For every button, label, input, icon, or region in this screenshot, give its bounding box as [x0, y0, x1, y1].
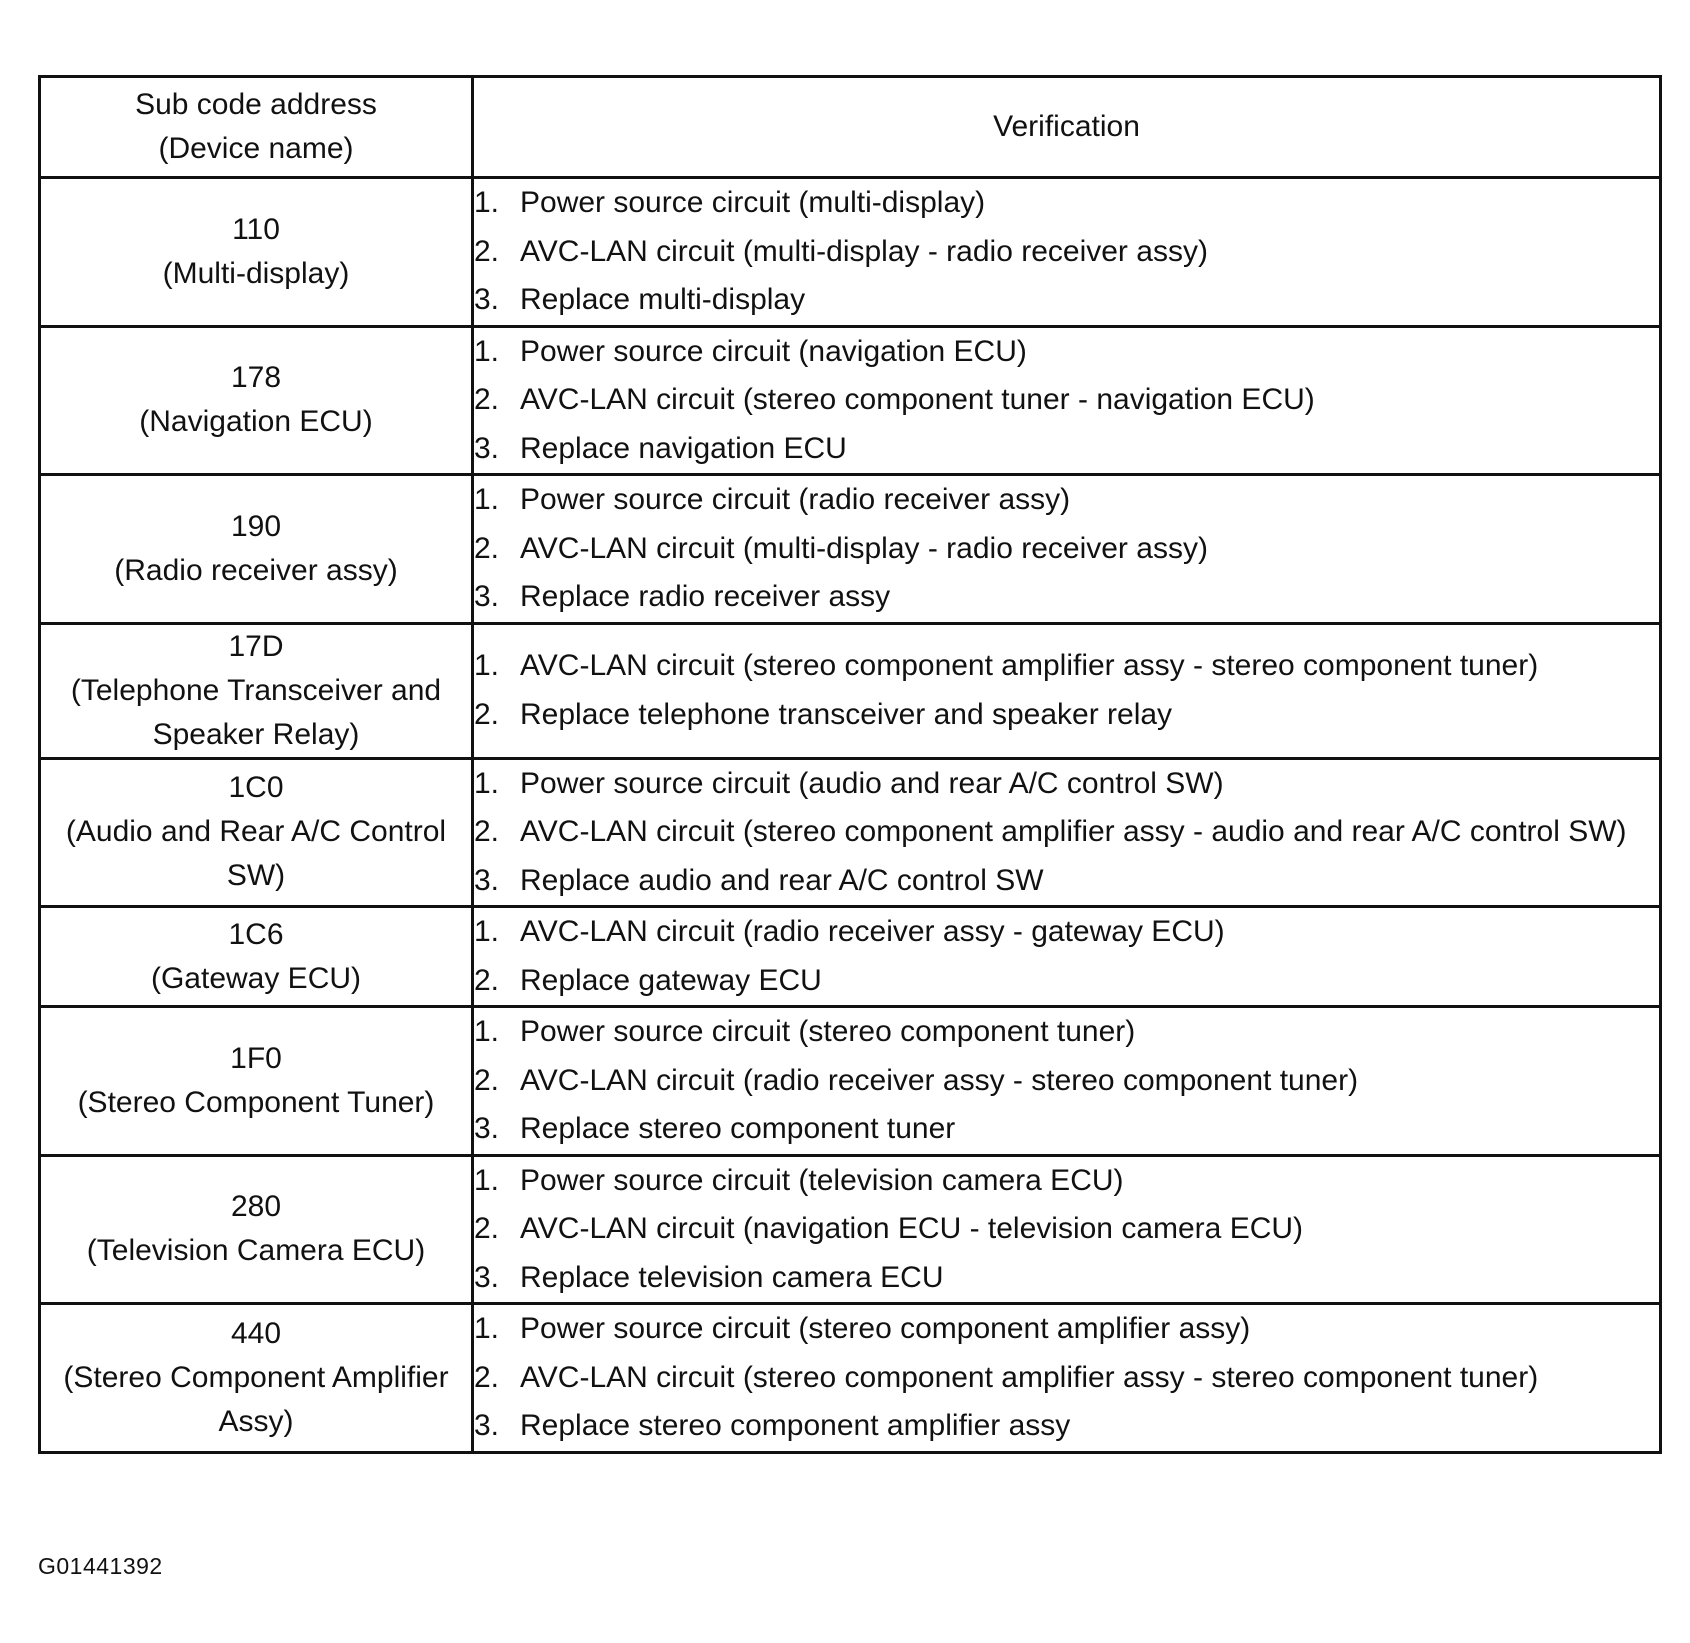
- step-number: 3.: [474, 580, 500, 613]
- step-text: Replace stereo component amplifier assy: [520, 1409, 1071, 1442]
- sub-code: 190: [230, 509, 282, 543]
- verification-steps: [474, 760, 1659, 906]
- sub-code-address-cell: [40, 907, 473, 1007]
- table-row: [40, 1155, 1661, 1304]
- table-row: [40, 1304, 1661, 1453]
- step-number: 2.: [474, 697, 500, 731]
- step-text: AVC-LAN circuit (stereo component tuner - navigation ECU): [520, 383, 1315, 416]
- sub-code: 178: [230, 361, 282, 395]
- step-number: 3.: [474, 1112, 500, 1145]
- sub-code-address-cell: [40, 623, 473, 758]
- sub-code-address-cell: [40, 1155, 473, 1304]
- verification-steps: [474, 1157, 1659, 1303]
- verification-steps: [474, 328, 1659, 474]
- step-number: 2.: [474, 815, 500, 848]
- device-name: (Audio and Rear A/C Control SW): [65, 815, 447, 893]
- header-sub-code-address: [40, 77, 473, 178]
- verification-step: [474, 642, 1659, 691]
- verification-step: [474, 328, 1659, 377]
- step-number: 3.: [474, 283, 500, 316]
- verification-step: [474, 1205, 1659, 1254]
- step-text: AVC-LAN circuit (multi-display - radio receiver assy): [520, 234, 1208, 268]
- step-text: Power source circuit (navigation ECU): [520, 334, 1027, 368]
- verification-step: [474, 476, 1659, 525]
- step-text: Replace stereo component tuner: [520, 1112, 956, 1145]
- table-row: [40, 623, 1661, 758]
- step-text: Replace audio and rear A/C control SW: [520, 863, 1044, 897]
- step-number: 1.: [474, 1312, 500, 1345]
- sub-code: 1F0: [230, 1041, 282, 1075]
- verification-step: [474, 179, 1659, 228]
- table-body: [40, 178, 1661, 1453]
- step-text: Replace multi-display: [520, 283, 806, 316]
- verification-step: [474, 1008, 1659, 1057]
- verification-steps: [474, 642, 1659, 739]
- device-name: (Stereo Component Amplifier Assy): [63, 1360, 449, 1438]
- table-row: [40, 178, 1661, 327]
- verification-cell: [473, 475, 1661, 624]
- table-row: [40, 326, 1661, 475]
- table-row: [40, 475, 1661, 624]
- verification-step: [474, 425, 1659, 474]
- verification-steps: [474, 179, 1659, 325]
- step-text: AVC-LAN circuit (radio receiver assy - gateway ECU): [520, 915, 1225, 948]
- step-text: AVC-LAN circuit (navigation ECU - television camera ECU): [520, 1212, 1304, 1245]
- step-text: Power source circuit (stereo component amplifier assy): [520, 1312, 1251, 1345]
- step-number: 1.: [474, 766, 500, 800]
- verification-step: [474, 1157, 1659, 1206]
- sub-code: 1C6: [228, 917, 284, 951]
- step-number: 1.: [474, 334, 500, 368]
- table-row: [40, 758, 1661, 907]
- verification-step: [474, 376, 1659, 425]
- verification-cell: [473, 758, 1661, 907]
- step-number: 2.: [474, 1063, 500, 1097]
- sub-code-address-cell: [40, 1007, 473, 1156]
- verification-step: [474, 691, 1659, 740]
- verification-step: [474, 1305, 1659, 1354]
- device-name: (Telephone Transceiver and Speaker Relay): [70, 673, 442, 751]
- verification-steps: [474, 476, 1659, 622]
- step-number: 2.: [474, 963, 500, 997]
- verification-cell: [473, 1007, 1661, 1156]
- step-text: Power source circuit (multi-display): [520, 186, 986, 219]
- verification-step: [474, 228, 1659, 277]
- step-text: AVC-LAN circuit (radio receiver assy - stereo component tuner): [520, 1063, 1359, 1097]
- verification-cell: [473, 1155, 1661, 1304]
- verification-cell: [473, 178, 1661, 327]
- sub-code: 440: [230, 1316, 282, 1350]
- sub-code-address-cell: [40, 178, 473, 327]
- step-text: Power source circuit (stereo component tuner): [520, 1015, 1136, 1048]
- step-text: Replace telephone transceiver and speaker relay: [520, 697, 1173, 731]
- verification-step: [474, 1254, 1659, 1303]
- step-text: AVC-LAN circuit (stereo component amplifier assy - stereo component tuner): [520, 1360, 1539, 1394]
- step-text: Replace navigation ECU: [520, 431, 847, 465]
- header-address-line1: Sub code address: [135, 88, 377, 121]
- verification-cell: [473, 907, 1661, 1007]
- verification-step: [474, 1105, 1659, 1154]
- sub-code-address-cell: [40, 326, 473, 475]
- device-name: (Navigation ECU): [139, 405, 373, 439]
- verification-step: [474, 857, 1659, 906]
- table-row: [40, 1007, 1661, 1156]
- verification-step: [474, 1402, 1659, 1451]
- step-text: Replace television camera ECU: [520, 1260, 944, 1294]
- step-text: AVC-LAN circuit (stereo component amplifier assy - stereo component tuner): [520, 649, 1539, 682]
- verification-step: [474, 957, 1659, 1006]
- step-text: Power source circuit (radio receiver assy): [520, 483, 1071, 516]
- verification-steps: [474, 908, 1659, 1005]
- step-number: 2.: [474, 531, 500, 565]
- sub-code: 110: [232, 212, 280, 246]
- sub-code-verification-table: [38, 75, 1662, 1454]
- step-number: 1.: [474, 649, 500, 682]
- table-header-row: [40, 77, 1661, 178]
- step-text: Power source circuit (television camera ECU): [520, 1163, 1124, 1197]
- verification-step: [474, 1354, 1659, 1403]
- sub-code-address-cell: [40, 758, 473, 907]
- verification-step: [474, 573, 1659, 622]
- step-text: Replace gateway ECU: [520, 963, 822, 997]
- step-number: 1.: [474, 186, 500, 219]
- verification-step: [474, 808, 1659, 857]
- sub-code-address-cell: [40, 1304, 473, 1453]
- step-text: AVC-LAN circuit (multi-display - radio receiver assy): [520, 531, 1208, 565]
- device-name: (Stereo Component Tuner): [77, 1085, 435, 1119]
- device-name: (Multi-display): [162, 256, 350, 290]
- header-verification: Verification: [473, 77, 1661, 178]
- verification-step: [474, 276, 1659, 325]
- verification-step: [474, 760, 1659, 809]
- step-number: 3.: [474, 863, 500, 897]
- verification-steps: [474, 1305, 1659, 1451]
- verification-cell: [473, 326, 1661, 475]
- step-number: 2.: [474, 1360, 500, 1394]
- step-number: 2.: [474, 1212, 500, 1245]
- device-name: (Gateway ECU): [150, 961, 362, 995]
- sub-code-address-cell: [40, 475, 473, 624]
- step-number: 2.: [474, 383, 500, 416]
- step-text: Power source circuit (audio and rear A/C control SW): [520, 766, 1224, 800]
- step-number: 1.: [474, 915, 500, 948]
- verification-cell: [473, 623, 1661, 758]
- step-number: 1.: [474, 483, 500, 516]
- header-address-line2: (Device name): [158, 132, 354, 165]
- verification-cell: [473, 1304, 1661, 1453]
- verification-step: [474, 525, 1659, 574]
- step-text: Replace radio receiver assy: [520, 580, 891, 613]
- table-row: [40, 907, 1661, 1007]
- step-number: 3.: [474, 431, 500, 465]
- step-number: 3.: [474, 1260, 500, 1294]
- step-number: 1.: [474, 1015, 500, 1048]
- verification-steps: [474, 1008, 1659, 1154]
- figure-id: G01441392: [38, 1553, 163, 1579]
- device-name: (Television Camera ECU): [86, 1234, 426, 1268]
- device-name: (Radio receiver assy): [114, 553, 398, 587]
- step-number: 3.: [474, 1409, 500, 1442]
- sub-code: 280: [230, 1190, 282, 1224]
- step-number: 1.: [474, 1163, 500, 1197]
- step-text: AVC-LAN circuit (stereo component amplifier assy - audio and rear A/C control SW): [520, 815, 1627, 848]
- sub-code: 17D: [228, 629, 284, 663]
- verification-step: [474, 908, 1659, 957]
- verification-step: [474, 1057, 1659, 1106]
- sub-code: 1C0: [228, 771, 284, 805]
- step-number: 2.: [474, 234, 500, 268]
